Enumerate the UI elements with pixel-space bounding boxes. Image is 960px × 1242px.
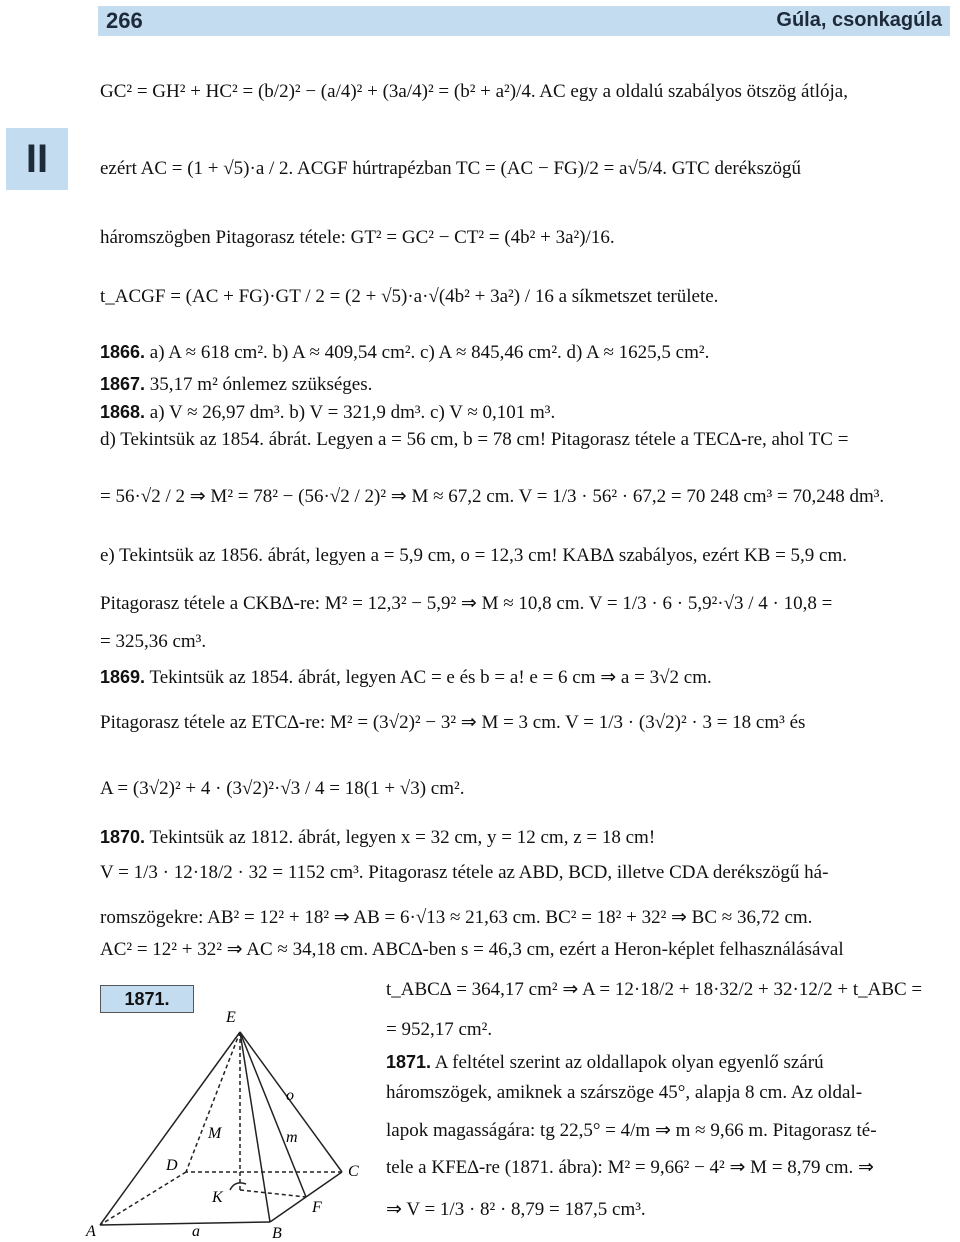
- text-line: lapok magasságára: tg 22,5° = 4/m ⇒ m ≈ 9,66 m. Pitagorasz té-: [386, 1120, 877, 1141]
- exercise-line: 1867. 35,17 m² ónlemez szükséges.: [100, 374, 373, 395]
- edge-eb: [240, 1032, 270, 1222]
- exercise-number: 1867.: [100, 374, 146, 394]
- text-line: Pitagorasz tétele az ETC∆-re: M² = (3√2)² − 3² ⇒ M = 3 cm. V = 1/3 · (3√2)² · 3 = 18 cm³ és: [100, 712, 806, 733]
- label-c: C: [348, 1163, 359, 1180]
- text-line: = 325,36 cm³.: [100, 631, 207, 652]
- page-title: Gúla, csonkagúla: [776, 9, 942, 31]
- label-o: o: [286, 1087, 294, 1104]
- label-b: B: [272, 1225, 282, 1240]
- exercise-number: 1866.: [100, 342, 146, 362]
- label-side-a: a: [192, 1223, 200, 1240]
- chapter-marker: II: [6, 128, 68, 190]
- label-k: K: [212, 1189, 223, 1206]
- edge-da: [100, 1172, 186, 1225]
- text-line: = 56·√2 / 2 ⇒ M² = 78² − (56·√2 / 2)² ⇒ M ≈ 67,2 cm. V = 1/3 · 56² · 67,2 = 70 248 cm³ = 70,248 dm³.: [100, 486, 885, 507]
- text-line: Pitagorasz tétele a CKB∆-re: M² = 12,3² − 5,9² ⇒ M ≈ 10,8 cm. V = 1/3 · 6 · 5,9²·√3 / 4 · 10,8 =: [100, 593, 833, 614]
- exercise-line: 1866. a) A ≈ 618 cm². b) A ≈ 409,54 cm². c) A ≈ 845,46 cm². d) A ≈ 1625,5 cm².: [100, 342, 710, 363]
- label-e: E: [226, 1009, 236, 1026]
- exercise-number: 1871.: [386, 1052, 432, 1072]
- angle-arc: [230, 1183, 246, 1190]
- page-number: 266: [106, 8, 143, 33]
- text-line: ezért AC = (1 + √5)·a / 2. ACGF húrtrapézban TC = (AC − FG)/2 = a√5/4. GTC derékszögű: [100, 158, 801, 179]
- exercise-number: 1869.: [100, 667, 146, 687]
- text-line: háromszögek, amiknek a szárszöge 45°, alapja 8 cm. Az oldal-: [386, 1082, 863, 1103]
- figure-label-box: 1871.: [100, 985, 194, 1013]
- label-d: D: [166, 1157, 178, 1174]
- text-line: GC² = GH² + HC² = (b/2)² − (a/4)² + (3a/4)² = (b² + a²)/4. AC egy a oldalú szabályos ötszög átlója,: [100, 81, 848, 102]
- exercise-number: 1868.: [100, 402, 146, 422]
- text-line: d) Tekintsük az 1854. ábrát. Legyen a = 56 cm, b = 78 cm! Pitagorasz tétele a TEC∆-re, ahol TC =: [100, 429, 849, 450]
- label-f: F: [312, 1199, 322, 1216]
- edge-ed: [186, 1032, 240, 1172]
- text-line: háromszögben Pitagorasz tétele: GT² = GC² − CT² = (4b² + 3a²)/16.: [100, 227, 615, 248]
- label-m-height: M: [208, 1125, 222, 1142]
- text-line: A = (3√2)² + 4 · (3√2)²·√3 / 4 = 18(1 + √3) cm².: [100, 778, 465, 799]
- text-line: = 952,17 cm².: [386, 1019, 493, 1040]
- pyramid-figure: [80, 1000, 380, 1240]
- page-header: [98, 6, 950, 36]
- exercise-number: 1870.: [100, 827, 146, 847]
- text-line: tele a KFE∆-re (1871. ábra): M² = 9,66² − 4² ⇒ M = 8,79 cm. ⇒: [386, 1157, 874, 1178]
- exercise-line: 1868. a) V ≈ 26,97 dm³. b) V = 321,9 dm³. c) V ≈ 0,101 m³.: [100, 402, 556, 423]
- label-m-apothem: m: [286, 1129, 298, 1146]
- exercise-line: 1870. Tekintsük az 1812. ábrát, legyen x = 32 cm, y = 12 cm, z = 18 cm!: [100, 827, 656, 848]
- text-line: t_ABC∆ = 364,17 cm² ⇒ A = 12·18/2 + 18·32/2 + 32·12/2 + t_ABC =: [386, 979, 923, 1000]
- text-line: e) Tekintsük az 1856. ábrát, legyen a = 5,9 cm, o = 12,3 cm! KAB∆ szabályos, ezért KB = 5,9 cm.: [100, 545, 848, 566]
- text-line: t_ACGF = (AC + FG)·GT / 2 = (2 + √5)·a·√(4b² + 3a²) / 16 a síkmetszet területe.: [100, 286, 719, 307]
- edge-ab: [100, 1222, 270, 1225]
- exercise-line: 1871. A feltétel szerint az oldallapok olyan egyenlő szárú: [386, 1052, 824, 1073]
- text-line: V = 1/3 · 12·18/2 · 32 = 1152 cm³. Pitagorasz tétele az ABD, BCD, illetve CDA derékszögű há-: [100, 862, 829, 883]
- label-a: A: [86, 1223, 96, 1240]
- text-line: AC² = 12² + 32² ⇒ AC ≈ 34,18 cm. ABC∆-ben s = 46,3 cm, ezért a Heron-képlet felhasználásával: [100, 939, 844, 960]
- segment-kf: [240, 1190, 306, 1197]
- exercise-line: 1869. Tekintsük az 1854. ábrát, legyen AC = e és b = a! e = 6 cm ⇒ a = 3√2 cm.: [100, 667, 712, 688]
- text-line: ⇒ V = 1/3 · 8² · 8,79 = 187,5 cm³.: [386, 1199, 646, 1220]
- text-line: romszögekre: AB² = 12² + 18² ⇒ AB = 6·√13 ≈ 21,63 cm. BC² = 18² + 32² ⇒ BC ≈ 36,72 cm.: [100, 907, 813, 928]
